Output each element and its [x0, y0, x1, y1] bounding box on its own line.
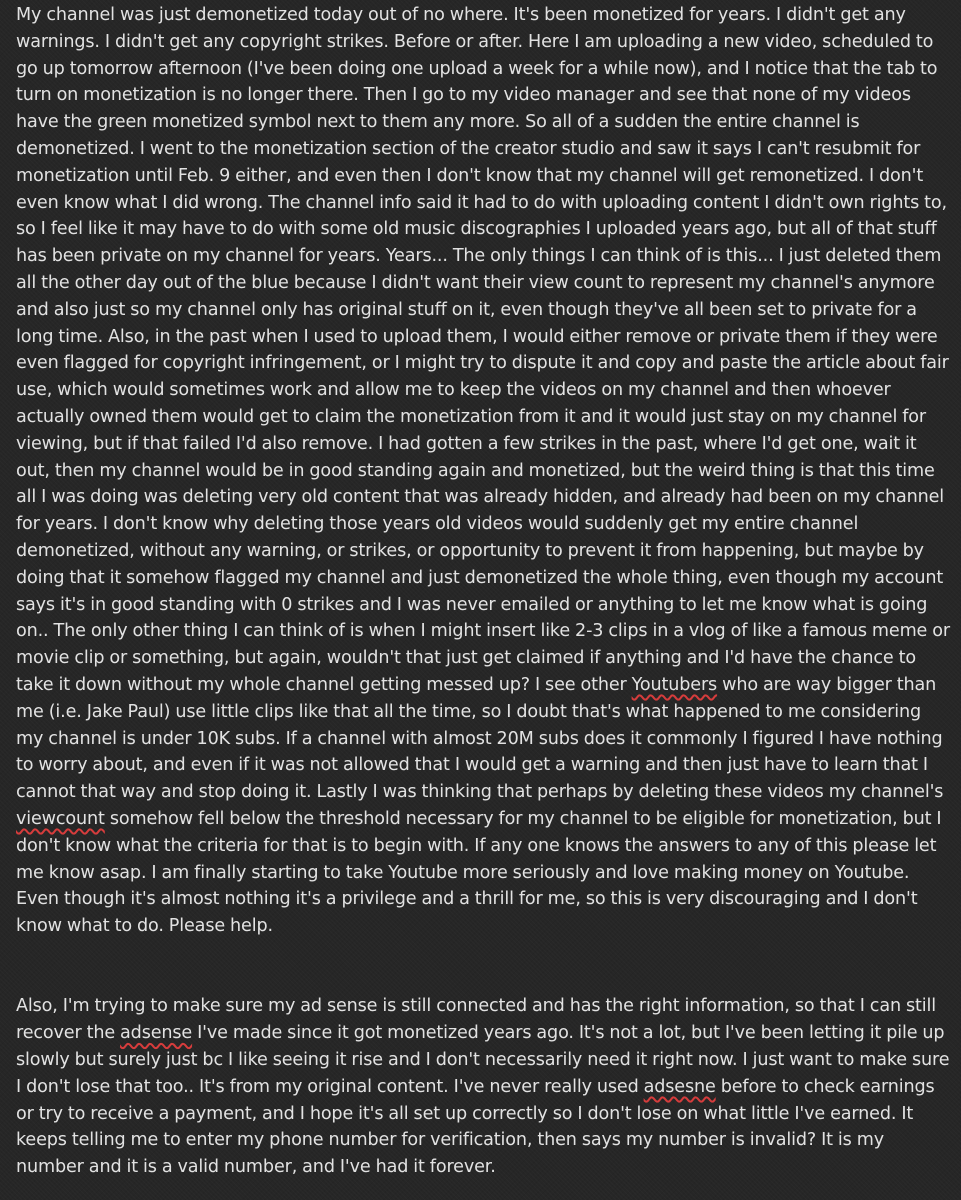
paragraph-1-text-part-3: somehow fell below the threshold necessary for my channel to be eligible for monetization, but I don't know what the criteria for that is to begin with. If any one knows the answers to any of this please let me know asap. I am finally starting to take Youtube more seriously and love making money on Youtube. Even though it's almost nothing it's a privilege and a thrill for me, so this is very discouraging and I don't know what to do. Please help. — [16, 808, 942, 937]
note-paragraph-1 — [16, 2, 952, 940]
note-paragraph-2 — [16, 993, 952, 1181]
misspelled-word-viewcount[interactable]: viewcount — [16, 808, 105, 829]
paragraph-2-text-part-1: Also, I'm trying to make sure my ad sense is still connected and has the right information, so that I can still recover the — [16, 996, 936, 1044]
note-text-area[interactable] — [16, 2, 952, 1181]
paragraph-1-text-part-1: My channel was just demonetized today out of no where. It's been monetized for years. I didn't get any warnings. I didn't get any copyright strikes. Before or after. Here I am uploading a new video, scheduled to go up tomorrow afternoon (I've been doing one upload a week for a while now), and I notice that the tab to turn on monetization is no longer there. Then I go to my video manager and see that none of my videos have the green monetized symbol next to them any more. So all of a sudden the entire channel is demonetized. I went to the monetization section of the creator studio and saw it says I can't resubmit for monetization until Feb. 9 either, and even then I don't know that my channel will get remonetized. I don't even know what I did wrong. The channel info said it had to do with uploading content I didn't own rights to, so I feel like it may have to do with some old music discographies I uploaded years ago, but all of that stuff has been private on my channel for years. Years... The only things I can think of is this... I just deleted them all the other day out of the blue because I didn't want their view count to represent my channel's anymore and also just so my channel only has original stuff on it, even though they've all been set to private for a long time. Also, in the past when I used to upload them, I would either remove or private them if they were even flagged for copyright infringement, or I might try to dispute it and copy and paste the article about fair use, which would sometimes work and allow me to keep the videos on my channel and then whoever actually owned them would get to claim the monetization from it and it would just stay on my channel for viewing, but if that failed I'd also remove. I had gotten a few strikes in the past, where I'd get one, wait it out, then my channel would be in good standing again and monetized, but the weird thing is that this time all I was doing was deleting very old content that was already hidden, and already had been on my channel for years. I don't know why deleting those years old videos would suddenly get my entire channel demonetized, without any warning, or strikes, or opportunity to prevent it from happening, but maybe by doing that it somehow flagged my channel and just demonetized the whole thing, even though my account says it's in good standing with 0 strikes and I was never emailed or anything to let me know what is going on.. The only other thing I can think of is when I might insert like 2-3 clips in a vlog of like a famous meme or movie clip or something, but again, wouldn't that just get claimed if anything and I'd have the chance to take it down without my whole channel getting messed up? I see other — [16, 5, 950, 695]
misspelled-word-adsense[interactable]: adsense — [120, 1023, 193, 1044]
misspelled-word-youtubers[interactable]: Youtubers — [631, 674, 718, 695]
paragraph-2-text-part-2: I've made since it got monetized years ago. It's not a lot, but I've been letting it pile up slowly but surely just bc I like seeing it rise and I don't necessarily need it right now. I just want to make sure I don't lose that too.. It's from my original content. I've never really used — [16, 1023, 950, 1097]
paragraph-1-text-part-2: who are way bigger than me (i.e. Jake Paul) use little clips like that all the time, so I doubt that's what happened to me considering my channel is under 10K subs. If a channel with almost 20M subs does it commonly I figured I have nothing to worry about, and even if it was not allowed that I would get a warning and then just have to learn that I cannot that way and stop doing it. Lastly I was thinking that perhaps by deleting these videos my channel's — [16, 674, 944, 803]
blank-lines — [16, 940, 952, 994]
paragraph-2-text-part-3: before to check earnings or try to receive a payment, and I hope it's all set up correctly so I don't lose on what little I've earned. It keeps telling me to enter my phone number for verification, then says my number is invalid? It is my number and it is a valid number, and I've had it forever. — [16, 1076, 935, 1178]
misspelled-word-adsesne[interactable]: adsesne — [643, 1076, 716, 1097]
